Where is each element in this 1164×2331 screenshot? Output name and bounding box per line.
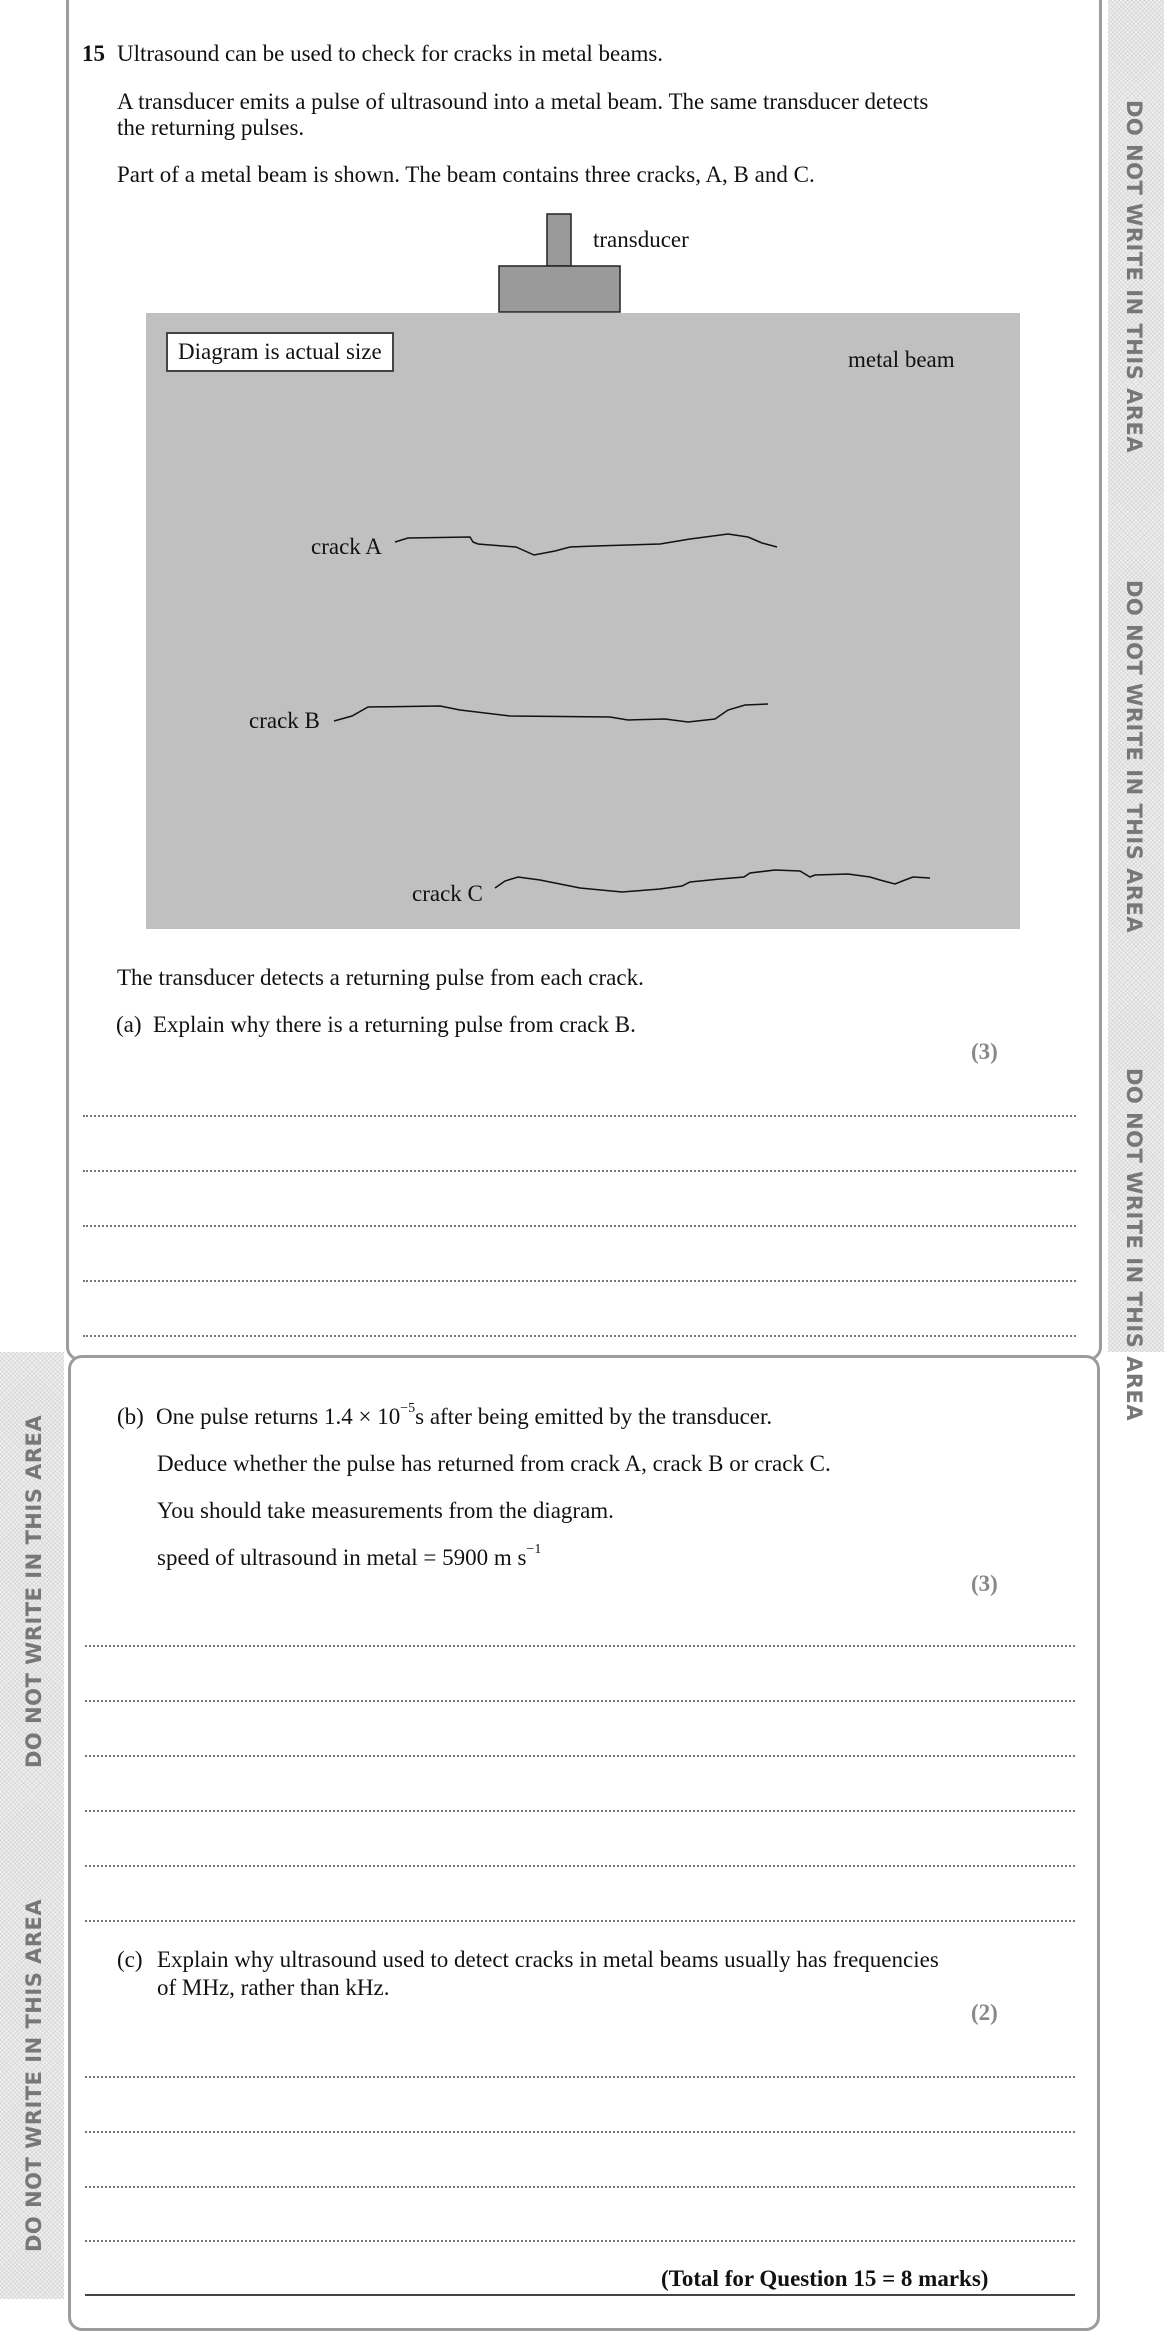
transducer-base <box>499 266 620 312</box>
margin-warning-1: DO NOT WRITE IN THIS AREA <box>1122 100 1146 454</box>
crack-b-label: crack B <box>249 708 320 733</box>
part-c-answer-line[interactable] <box>85 2186 1075 2188</box>
beam-label: metal beam <box>848 347 955 372</box>
part-b-answer-line[interactable] <box>85 1700 1075 1702</box>
margin-warning-2: DO NOT WRITE IN THIS AREA <box>1122 580 1146 934</box>
question-number: 15 <box>82 41 105 66</box>
after-diagram-text: The transducer detects a returning pulse from each crack. <box>117 965 644 990</box>
transducer-head <box>547 214 571 266</box>
part-b-label: (b) <box>117 1404 144 1429</box>
question-para1-line2: the returning pulses. <box>117 115 305 140</box>
question-para1-line1: A transducer emits a pulse of ultrasound into a metal beam. The same transducer detects <box>117 89 929 114</box>
crack-c-label: crack C <box>412 881 483 906</box>
part-a-answer-line[interactable] <box>83 1225 1076 1227</box>
question-intro: Ultrasound can be used to check for cracks in metal beams. <box>117 41 664 66</box>
part-b-marks: (3) <box>971 1571 998 1596</box>
part-b-answer-line[interactable] <box>85 1810 1075 1812</box>
part-b-text-after: s after being emitted by the transducer. <box>415 1404 773 1429</box>
beam-diagram <box>0 0 1100 940</box>
part-c-line1: Explain why ultrasound used to detect cracks in metal beams usually has frequencies <box>157 1947 939 1972</box>
part-b-text-before: One pulse returns 1.4 × 10 <box>156 1404 401 1429</box>
part-b-answer-line[interactable] <box>85 1755 1075 1757</box>
actual-size-label: Diagram is actual size <box>166 332 394 372</box>
question-total: (Total for Question 15 = 8 marks) <box>661 2266 989 2291</box>
part-b-line2: Deduce whether the pulse has returned from crack A, crack B or crack C. <box>157 1451 831 1476</box>
metal-beam <box>146 313 1020 929</box>
question-para2: Part of a metal beam is shown. The beam contains three cracks, A, B and C. <box>117 162 815 187</box>
part-b-speed-exponent: −1 <box>526 1542 542 1558</box>
part-b-speed <box>157 1544 541 1571</box>
part-c-answer-line[interactable] <box>85 2076 1075 2078</box>
part-c-marks: (2) <box>971 2000 998 2025</box>
margin-warning-4: DO NOT WRITE IN THIS AREA <box>22 1414 46 1768</box>
part-a-answer-line[interactable] <box>83 1170 1076 1172</box>
part-a-label: (a) <box>116 1012 142 1037</box>
margin-warning-3: DO NOT WRITE IN THIS AREA <box>1122 1068 1146 1422</box>
part-b-answer-line[interactable] <box>85 1920 1075 1922</box>
part-a-answer-line[interactable] <box>83 1335 1076 1337</box>
part-c-answer-line[interactable] <box>85 2131 1075 2133</box>
part-b-speed-text: speed of ultrasound in metal = 5900 m s <box>157 1545 527 1570</box>
part-a-answer-line[interactable] <box>83 1280 1076 1282</box>
part-a-marks: (3) <box>971 1039 998 1064</box>
transducer-label: transducer <box>593 227 689 252</box>
part-c-answer-line[interactable] <box>85 2240 1075 2242</box>
part-b-answer-line[interactable] <box>85 1865 1075 1867</box>
total-rule <box>85 2294 1075 2296</box>
part-a-text: Explain why there is a returning pulse from crack B. <box>153 1012 636 1037</box>
beam-drawing <box>0 0 1100 940</box>
part-b-text <box>156 1403 772 1430</box>
part-c-line2: of MHz, rather than kHz. <box>157 1975 390 2000</box>
crack-a-label: crack A <box>311 534 382 559</box>
part-a-answer-line[interactable] <box>83 1115 1076 1117</box>
part-b-exponent: −5 <box>400 1401 416 1417</box>
part-b-line3: You should take measurements from the diagram. <box>157 1498 614 1523</box>
margin-warning-5: DO NOT WRITE IN THIS AREA <box>22 1898 46 2252</box>
part-c-label: (c) <box>117 1947 143 1972</box>
part-b-answer-line[interactable] <box>85 1645 1075 1647</box>
